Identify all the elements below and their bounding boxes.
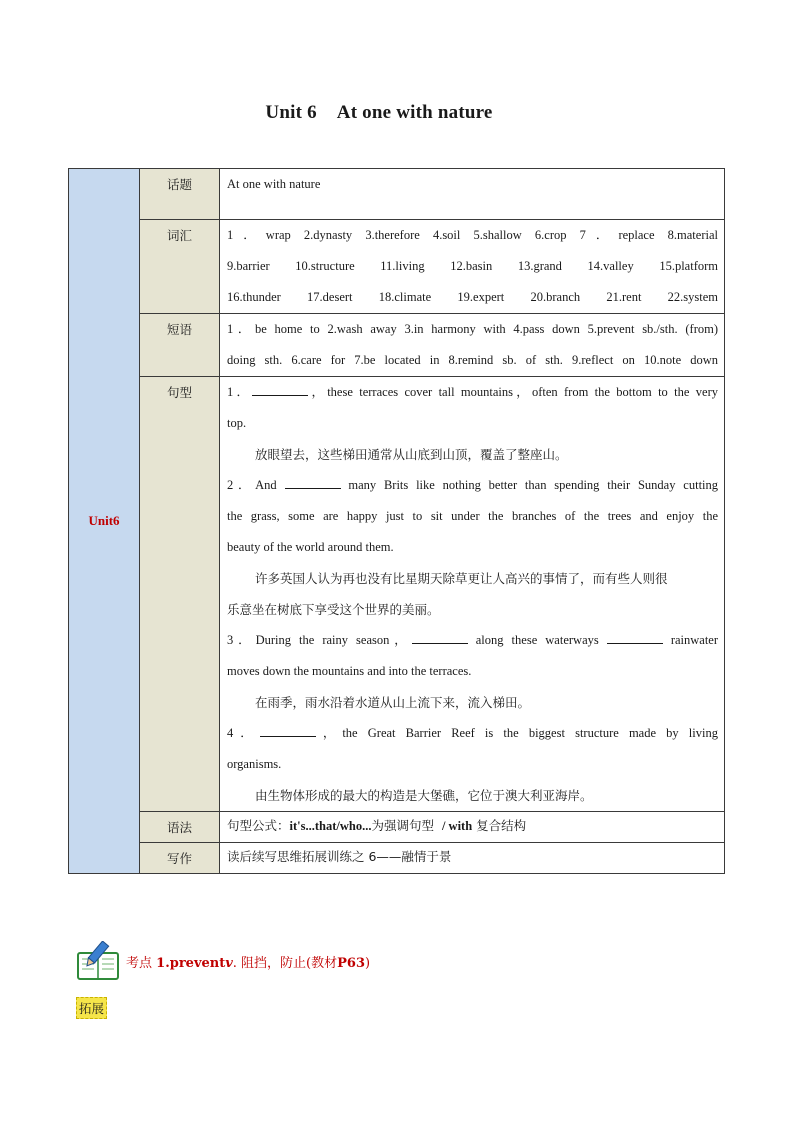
grammar-text: 复合结构 bbox=[476, 818, 527, 833]
sentence-number: 1． bbox=[227, 385, 253, 399]
unit-heading: Unit 6 bbox=[265, 102, 317, 123]
phrase-line: doing sth. 6.care for 7.be located in 8.remind sb. of sth. 9.reflect on 10.note down bbox=[227, 353, 718, 367]
fill-blank bbox=[412, 632, 468, 644]
sentence-1-cn: 放眼望去，这些梯田通常从山底到山顶，覆盖了整座山。 bbox=[255, 447, 568, 462]
sentence-text: along these waterways bbox=[475, 633, 599, 647]
book-pencil-icon bbox=[76, 941, 120, 981]
phrases-content bbox=[220, 314, 725, 377]
tuozhan-tag: 拓展 bbox=[76, 997, 107, 1019]
sentence-4-cn: 由生物体形成的最大的构造是大堡礁，它位于澳大利亚海岸。 bbox=[255, 788, 593, 803]
sentence-3-en bbox=[227, 625, 718, 656]
unit-cell bbox=[69, 169, 140, 874]
sentence-3-cn: 在雨季，雨水沿着水道从山上流下来，流入梯田。 bbox=[255, 695, 531, 710]
grammar-text: 句型公式： bbox=[227, 818, 290, 833]
grammar-formula: it's...that/who... bbox=[289, 819, 372, 833]
sentence-number: 4． bbox=[227, 726, 260, 740]
kaodian-label: 考点 bbox=[126, 955, 153, 971]
unit-label: Unit6 bbox=[88, 513, 120, 528]
phrase-line: 1．be home to 2.wash away 3.in harmony with 4.pass down 5.prevent sb./sth. (from) bbox=[227, 322, 718, 336]
sentence-2-en-cont: the grass, some are happy just to sit under the branches of the trees and enjoy the bbox=[227, 509, 718, 523]
sentences-label: 句型 bbox=[140, 377, 220, 812]
sentence-2-cn-cont: 乐意坐在树底下享受这个世界的美丽。 bbox=[227, 602, 440, 617]
sentence-2-en bbox=[227, 470, 718, 501]
vocab-content bbox=[220, 220, 725, 314]
topic-label: 话题 bbox=[140, 169, 220, 220]
writing-label: 写作 bbox=[140, 843, 220, 874]
fill-blank bbox=[252, 384, 308, 396]
kaodian-page: P63 bbox=[337, 955, 365, 971]
sentence-text: 2．And bbox=[227, 478, 277, 492]
writing-content: 读后续写思维拓展训练之 6——融情于景 bbox=[220, 843, 725, 874]
kaodian-text bbox=[126, 952, 370, 971]
kaodian-pos: v bbox=[225, 955, 233, 971]
sentence-text: 3．During the rainy season， bbox=[227, 633, 412, 647]
sentence-4-en bbox=[227, 718, 718, 749]
fill-blank bbox=[607, 632, 663, 644]
sentence-4-en-cont: organisms. bbox=[227, 757, 282, 771]
title-heading: At one with nature bbox=[336, 102, 493, 123]
vocab-label: 词汇 bbox=[140, 220, 220, 314]
kaodian-end: ) bbox=[365, 955, 371, 971]
sentence-text: many Brits like nothing better than spending their Sunday cutting bbox=[348, 478, 719, 492]
sentence-2-en-end: beauty of the world around them. bbox=[227, 540, 394, 554]
kaodian-heading bbox=[76, 940, 370, 982]
grammar-formula: / with bbox=[441, 819, 473, 833]
sentence-1-en bbox=[227, 377, 718, 408]
grammar-content bbox=[220, 812, 725, 843]
kaodian-word: 1.prevent bbox=[156, 955, 226, 971]
grammar-label: 语法 bbox=[140, 812, 220, 843]
sentence-text: rainwater bbox=[670, 633, 719, 647]
sentence-2-cn: 许多英国人认为再也没有比星期天除草更让人高兴的事情了，而有些人则很 bbox=[255, 571, 668, 586]
sentences-content bbox=[220, 377, 725, 812]
sentence-text: ，these terraces cover tall mountains，often from the bottom to the very bbox=[308, 385, 718, 399]
topic-text: At one with nature bbox=[220, 169, 725, 220]
kaodian-meaning: . 阻挡，防止(教材 bbox=[232, 955, 338, 971]
fill-blank bbox=[285, 477, 341, 489]
sentence-1-en-cont: top. bbox=[227, 416, 247, 430]
vocab-line: 1．wrap 2.dynasty 3.therefore 4.soil 5.shallow 6.crop 7．replace 8.material bbox=[227, 228, 718, 242]
page-title bbox=[0, 102, 758, 124]
vocab-line: 9.barrier 10.structure 11.living 12.basin 13.grand 14.valley 15.platform bbox=[227, 259, 718, 273]
grammar-text: 为强调句型 bbox=[371, 818, 434, 833]
phrases-label: 短语 bbox=[140, 314, 220, 377]
sentence-3-en-cont: moves down the mountains and into the terraces. bbox=[227, 664, 472, 678]
vocab-line: 16.thunder 17.desert 18.climate 19.expert 20.branch 21.rent 22.system bbox=[227, 290, 718, 304]
fill-blank bbox=[260, 725, 316, 737]
sentence-text: ，the Great Barrier Reef is the biggest structure made by living bbox=[315, 726, 718, 740]
unit-summary-table bbox=[68, 168, 725, 874]
